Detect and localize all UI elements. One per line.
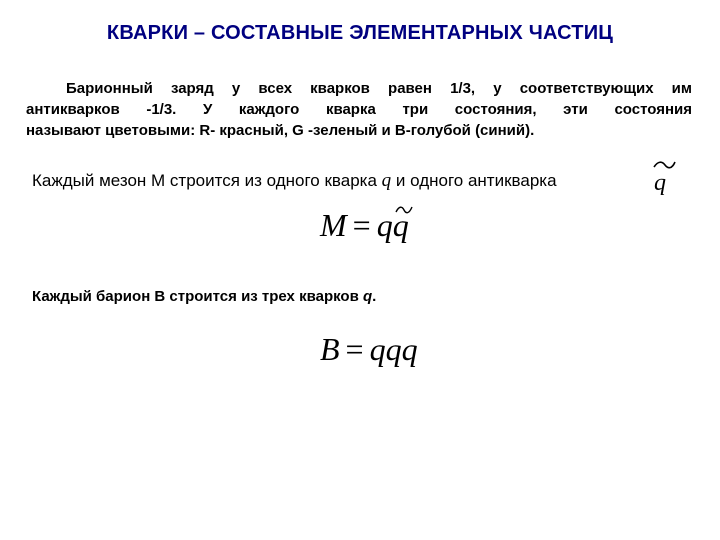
baryon-q-symbol: q [362, 288, 373, 305]
meson-text-after: и одного антикварка [391, 171, 557, 190]
baryon-formula-eq: = [345, 331, 364, 367]
paragraph-line-1: Барионный заряд у всех кварков равен 1/3, у соответствующих им [66, 80, 692, 97]
baryon-formula-rhs: qqq [369, 331, 418, 367]
slide-title: КВАРКИ – СОСТАВНЫЕ ЭЛЕМЕНТАРНЫХ ЧАСТИЦ [106, 22, 614, 44]
meson-formula [320, 207, 409, 244]
baryon-formula [320, 331, 418, 368]
baryon-formula-lhs: B [320, 331, 340, 367]
meson-formula-qtilde [393, 207, 409, 244]
tilde-mark-icon [395, 205, 413, 215]
baryon-text-after: . [372, 288, 377, 305]
baryon-charge-paragraph [26, 78, 692, 141]
baryon-sentence [32, 288, 376, 305]
meson-formula-lhs: M [320, 207, 347, 243]
meson-formula-qtilde-letter: q [392, 207, 409, 243]
meson-formula-q: q [376, 207, 393, 243]
antiquark-symbol [650, 158, 678, 196]
baryon-text-before: Каждый барион B строится из трех кварков [32, 288, 363, 305]
meson-text-before: Каждый мезон M строится из одного кварка [32, 171, 382, 190]
meson-formula-eq: = [352, 207, 371, 243]
meson-q-symbol: q [381, 170, 392, 191]
meson-sentence [32, 170, 557, 192]
paragraph-line-2: антикварков -1/3. У каждого кварка три состояния, эти состояния [26, 101, 692, 118]
antiquark-q: q [654, 170, 666, 196]
paragraph-line-3: называют цветовыми: R- красный, G -зеленый и B-голубой (синий). [26, 122, 535, 139]
